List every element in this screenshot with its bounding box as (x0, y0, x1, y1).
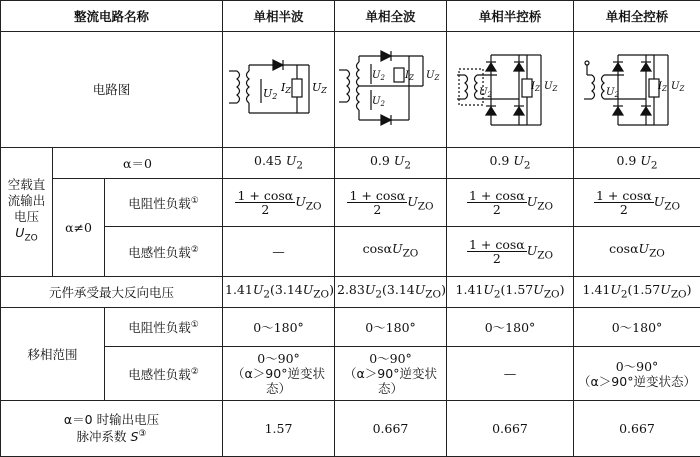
diagram-row-label: 电路图 (1, 32, 223, 148)
alpha0-label: α＝0 (53, 148, 223, 179)
alpha0-value-half-bridge: 0.9 $U_2$ (447, 148, 574, 179)
diagram-row (1, 32, 700, 148)
header-col-full-controlled-bridge: 单相全控桥 (574, 1, 700, 32)
no-load-voltage-group-label: 空载直 流输出 电压 $U_{ZO}$ (1, 148, 53, 277)
phase-inductive-half-wave: 0～90° （α＞90°逆变状态） (223, 347, 335, 401)
phase-range-resistive-row (1, 308, 700, 347)
inductive-load-label: 电感性负载② (105, 227, 223, 277)
resistive-formula-full-bridge: $\frac{1 + \cos\alpha}{2}$ $U_{ZO}$ (574, 179, 700, 227)
phase-resistive-load-label: 电阻性负载① (105, 308, 223, 347)
no-load-resistive-row (1, 179, 700, 227)
full-wave-iz-label: $I_Z$ (404, 70, 414, 82)
full-wave-uz-label: $U_Z$ (426, 70, 439, 82)
phase-resistive-half-bridge: 0～180° (447, 308, 574, 347)
inductive-formula-full-bridge: cosαU$_{ZO}$ (574, 227, 700, 277)
inductive-formula-full-wave: cosαU$_{ZO}$ (335, 227, 447, 277)
phase-inductive-full-bridge: 0～90° （α＞90°逆变状态） (574, 347, 700, 401)
full-bridge-iz-label: $I_Z$ (657, 81, 667, 93)
full-bridge-uz-label: $U_Z$ (671, 81, 684, 93)
alpha0-value-full-wave: 0.9 $U_2$ (335, 148, 447, 179)
phase-resistive-full-wave: 0～180° (335, 308, 447, 347)
reverse-voltage-label: 元件承受最大反向电压 (1, 277, 223, 308)
resistive-formula-half-bridge: $\frac{1 + \cos\alpha}{2}$ $U_{ZO}$ (447, 179, 574, 227)
half-bridge-iz-label: $I_Z$ (530, 81, 540, 93)
reverse-voltage-full-bridge: $1.41U_2(1.57U_{ZO})$ (574, 277, 700, 308)
alpha0-value-full-bridge: 0.9 $U_2$ (574, 148, 700, 179)
header-col-full-wave: 单相全波 (335, 1, 447, 32)
phase-range-inductive-row (1, 347, 700, 401)
phase-inductive-half-bridge: — (447, 347, 574, 401)
ripple-coefficient-label: α＝0 时输出电压 脉冲系数 S③ (1, 401, 223, 457)
reverse-voltage-row (1, 277, 700, 308)
header-col-half-controlled-bridge: 单相半控桥 (447, 1, 574, 32)
half-bridge-u2-label: $U_2$ (479, 87, 492, 99)
phase-inductive-full-wave: 0～90° （α＞90°逆变状态） (335, 347, 447, 401)
half-bridge-uz-label: $U_Z$ (544, 81, 557, 93)
half-controlled-bridge-diagram-cell (447, 32, 574, 148)
reverse-voltage-half-wave: $1.41U_2(3.14U_{ZO})$ (223, 277, 335, 308)
ripple-half-wave: 1.57 (223, 401, 335, 457)
alpha-nonzero-label: α≠0 (53, 179, 105, 277)
ripple-coefficient-row (1, 401, 700, 457)
full-bridge-u2-label: $U_2$ (606, 87, 619, 99)
ripple-half-bridge: 0.667 (447, 401, 574, 457)
half-wave-diagram-cell (223, 32, 335, 148)
phase-resistive-full-bridge: 0～180° (574, 308, 700, 347)
full-controlled-bridge-diagram-cell (574, 32, 700, 148)
resistive-formula-full-wave: $\frac{1 + \cos\alpha}{2}$ $U_{ZO}$ (335, 179, 447, 227)
inductive-formula-half-bridge: $\frac{1 + \cos\alpha}{2}$ $U_{ZO}$ (447, 227, 574, 277)
ripple-full-bridge: 0.667 (574, 401, 700, 457)
half-controlled-bridge-circuit-diagram (457, 49, 563, 131)
half-wave-iz-label: IZ (280, 81, 291, 95)
no-load-alpha0-row (1, 148, 700, 179)
header-col-half-wave: 单相半波 (223, 1, 335, 32)
phase-range-label: 移相范围 (1, 308, 105, 401)
resistive-load-label: 电阻性负载① (105, 179, 223, 227)
half-wave-circuit-diagram (229, 57, 329, 123)
half-wave-u2-label: U2 (263, 87, 277, 101)
full-wave-u2-label-top: $U_2$ (372, 70, 385, 82)
phase-inductive-load-label: 电感性负载② (105, 347, 223, 401)
alpha0-value-half-wave: 0.45 $U_2$ (223, 148, 335, 179)
half-wave-uz-label: UZ (312, 81, 327, 95)
no-load-inductive-row (1, 227, 700, 277)
full-wave-diagram-cell (335, 32, 447, 148)
header-circuit-name: 整流电路名称 (1, 1, 223, 32)
phase-resistive-half-wave: 0～180° (223, 308, 335, 347)
full-wave-u2-label-bottom: $U_2$ (372, 96, 385, 108)
resistive-formula-half-wave: $\frac{1 + \cos\alpha}{2}$ $U_{ZO}$ (223, 179, 335, 227)
reverse-voltage-full-wave: $2.83U_2(3.14U_{ZO})$ (335, 277, 447, 308)
inductive-formula-half-wave: — (223, 227, 335, 277)
reverse-voltage-half-bridge: $1.41U_2(1.57U_{ZO})$ (447, 277, 574, 308)
ripple-full-wave: 0.667 (335, 401, 447, 457)
full-wave-circuit-diagram (339, 50, 443, 130)
header-row (1, 1, 700, 32)
full-controlled-bridge-circuit-diagram (584, 49, 690, 131)
